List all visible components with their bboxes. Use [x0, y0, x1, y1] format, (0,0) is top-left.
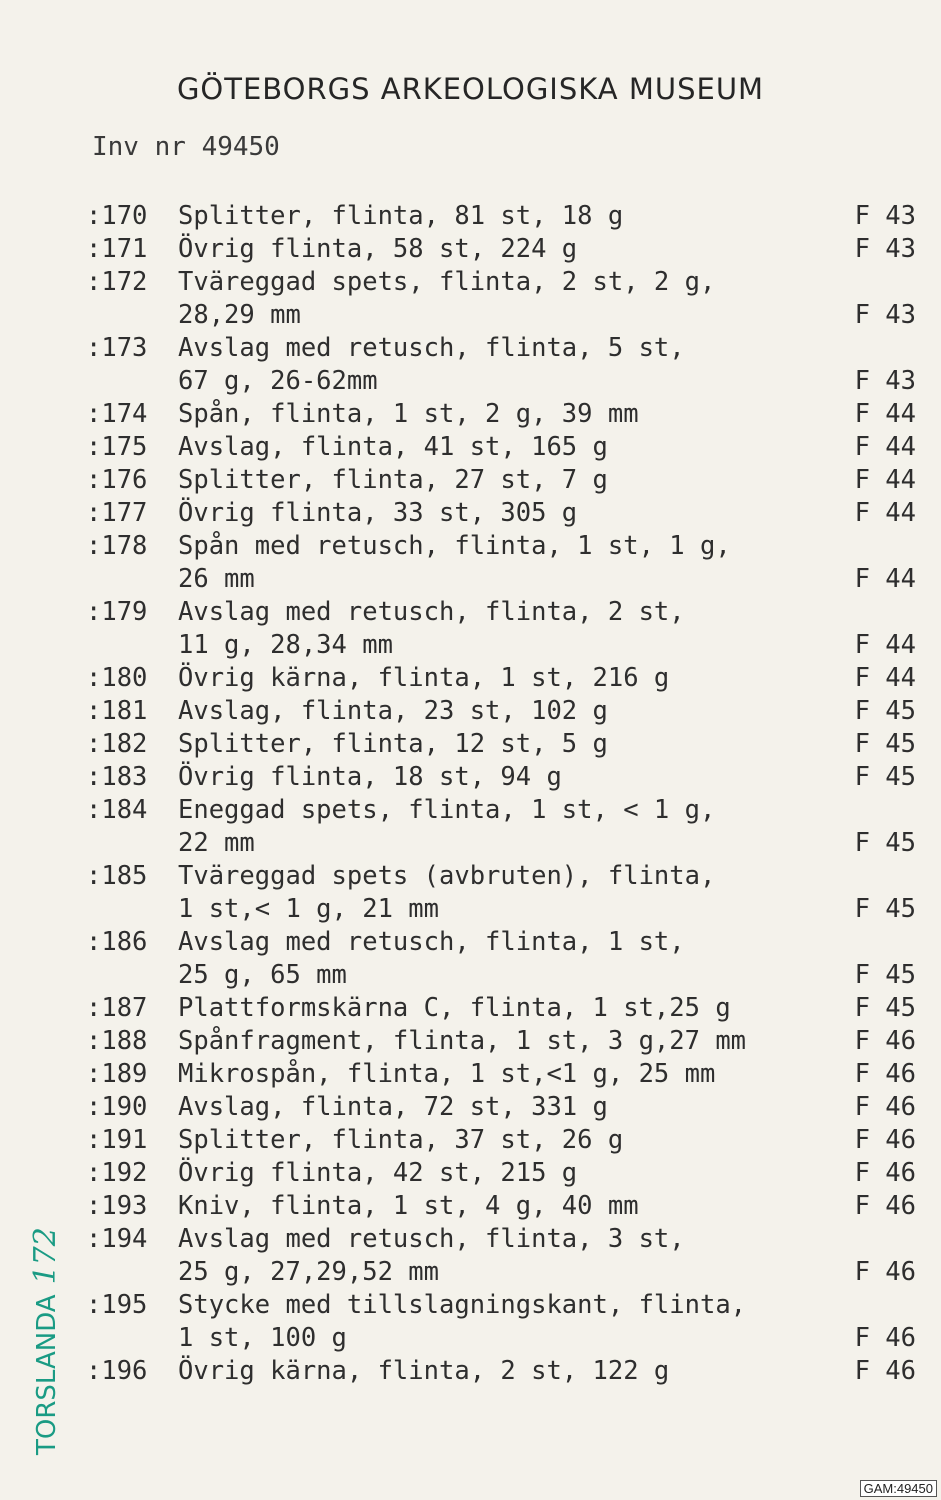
entry-location: F 46	[854, 1125, 916, 1155]
entry-description: Avslag, flinta, 72 st, 331 g	[178, 1092, 608, 1122]
entry-location: F 45	[854, 960, 916, 990]
entry-line	[86, 1223, 916, 1256]
entry-number: :176	[86, 465, 148, 495]
entry-description: Splitter, flinta, 27 st, 7 g	[178, 465, 608, 495]
entry-number: :185	[86, 861, 148, 891]
entry-list	[86, 200, 916, 1388]
entry-number: :172	[86, 267, 148, 297]
entry-number: :184	[86, 795, 148, 825]
entry-number: :182	[86, 729, 148, 759]
entry-description: 28,29 mm	[178, 300, 301, 330]
entry-description: 1 st,< 1 g, 21 mm	[178, 894, 439, 924]
entry-description: 11 g, 28,34 mm	[178, 630, 393, 660]
entry-location: F 44	[854, 564, 916, 594]
entry-line	[86, 200, 916, 233]
entry-line	[86, 893, 916, 926]
entry-number: :196	[86, 1356, 148, 1386]
archive-stamp: GAM:49450	[860, 1480, 937, 1497]
entry-description: 26 mm	[178, 564, 255, 594]
entry-location: F 45	[854, 828, 916, 858]
entry-location: F 43	[854, 300, 916, 330]
entry-line	[86, 1058, 916, 1091]
entry-line	[86, 1289, 916, 1322]
entry-location: F 43	[854, 366, 916, 396]
entry-line	[86, 992, 916, 1025]
museum-title-text: GÖTEBORGS ARKEOLOGISKA MUSEUM	[176, 72, 765, 106]
entry-line	[86, 332, 916, 365]
entry-line	[86, 629, 916, 662]
entry-line	[86, 1091, 916, 1124]
entry-description: 25 g, 65 mm	[178, 960, 347, 990]
entry-line	[86, 1256, 916, 1289]
entry-line	[86, 959, 916, 992]
entry-description: Kniv, flinta, 1 st, 4 g, 40 mm	[178, 1191, 639, 1221]
entry-description: Splitter, flinta, 37 st, 26 g	[178, 1125, 624, 1155]
entry-description: Övrig kärna, flinta, 1 st, 216 g	[178, 663, 670, 693]
entry-line	[86, 794, 916, 827]
entry-line	[86, 1025, 916, 1058]
entry-location: F 44	[854, 399, 916, 429]
entry-line	[86, 299, 916, 332]
entry-location: F 44	[854, 432, 916, 462]
entry-number: :180	[86, 663, 148, 693]
entry-line	[86, 695, 916, 728]
entry-location: F 45	[854, 762, 916, 792]
entry-line	[86, 827, 916, 860]
entry-description: 67 g, 26-62mm	[178, 366, 378, 396]
entry-location: F 43	[854, 234, 916, 264]
museum-title	[0, 72, 941, 106]
entry-number: :186	[86, 927, 148, 957]
entry-line	[86, 431, 916, 464]
entry-number: :191	[86, 1125, 148, 1155]
entry-number: :193	[86, 1191, 148, 1221]
entry-line	[86, 365, 916, 398]
entry-description: Tväreggad spets, flinta, 2 st, 2 g,	[178, 267, 716, 297]
entry-description: Eneggad spets, flinta, 1 st, < 1 g,	[178, 795, 716, 825]
entry-number: :189	[86, 1059, 148, 1089]
entry-number: :187	[86, 993, 148, 1023]
entry-location: F 45	[854, 729, 916, 759]
entry-location: F 46	[854, 1356, 916, 1386]
entry-number: :195	[86, 1290, 148, 1320]
entry-description: Avslag med retusch, flinta, 5 st,	[178, 333, 685, 363]
entry-line	[86, 464, 916, 497]
entry-description: Avslag, flinta, 41 st, 165 g	[178, 432, 608, 462]
entry-number: :188	[86, 1026, 148, 1056]
entry-line	[86, 530, 916, 563]
entry-number: :190	[86, 1092, 148, 1122]
entry-location: F 46	[854, 1257, 916, 1287]
entry-location: F 43	[854, 201, 916, 231]
entry-description: Avslag med retusch, flinta, 2 st,	[178, 597, 685, 627]
entry-location: F 45	[854, 993, 916, 1023]
entry-description: Avslag, flinta, 23 st, 102 g	[178, 696, 608, 726]
entry-location: F 46	[854, 1323, 916, 1353]
entry-line	[86, 1124, 916, 1157]
entry-description: 22 mm	[178, 828, 255, 858]
entry-line	[86, 233, 916, 266]
entry-line	[86, 563, 916, 596]
entry-description: Tväreggad spets (avbruten), flinta,	[178, 861, 716, 891]
entry-line	[86, 728, 916, 761]
entry-line	[86, 266, 916, 299]
entry-location: F 45	[854, 894, 916, 924]
entry-location: F 44	[854, 465, 916, 495]
entry-description: Spånfragment, flinta, 1 st, 3 g,27 mm	[178, 1026, 747, 1056]
entry-description: Övrig flinta, 58 st, 224 g	[178, 234, 578, 264]
entry-location: F 45	[854, 696, 916, 726]
entry-description: Övrig flinta, 18 st, 94 g	[178, 762, 562, 792]
entry-description: Splitter, flinta, 81 st, 18 g	[178, 201, 624, 231]
entry-description: Plattformskärna C, flinta, 1 st,25 g	[178, 993, 731, 1023]
entry-line	[86, 926, 916, 959]
entry-line	[86, 497, 916, 530]
entry-line	[86, 1322, 916, 1355]
entry-location: F 44	[854, 498, 916, 528]
entry-number: :178	[86, 531, 148, 561]
entry-number: :171	[86, 234, 148, 264]
entry-description: Avslag med retusch, flinta, 1 st,	[178, 927, 685, 957]
entry-line	[86, 1355, 916, 1388]
entry-line	[86, 1157, 916, 1190]
inventory-number: Inv nr 49450	[92, 132, 280, 162]
place-name: TORSLANDA	[32, 1294, 62, 1455]
entry-line	[86, 398, 916, 431]
handwritten-number: 172	[28, 1227, 63, 1285]
entry-description: Mikrospån, flinta, 1 st,<1 g, 25 mm	[178, 1059, 716, 1089]
entry-line	[86, 1190, 916, 1223]
entry-location: F 46	[854, 1026, 916, 1056]
entry-line	[86, 662, 916, 695]
entry-number: :174	[86, 399, 148, 429]
entry-description: Övrig flinta, 42 st, 215 g	[178, 1158, 578, 1188]
entry-description: Övrig kärna, flinta, 2 st, 122 g	[178, 1356, 670, 1386]
entry-description: Stycke med tillslagningskant, flinta,	[178, 1290, 747, 1320]
entry-description: Spån med retusch, flinta, 1 st, 1 g,	[178, 531, 731, 561]
entry-line	[86, 596, 916, 629]
side-label	[28, 1227, 63, 1455]
entry-line	[86, 860, 916, 893]
entry-description: Splitter, flinta, 12 st, 5 g	[178, 729, 608, 759]
entry-location: F 44	[854, 630, 916, 660]
entry-number: :173	[86, 333, 148, 363]
entry-number: :177	[86, 498, 148, 528]
entry-number: :183	[86, 762, 148, 792]
entry-location: F 46	[854, 1158, 916, 1188]
entry-number: :192	[86, 1158, 148, 1188]
entry-line	[86, 761, 916, 794]
entry-description: Avslag med retusch, flinta, 3 st,	[178, 1224, 685, 1254]
entry-number: :179	[86, 597, 148, 627]
entry-description: Spån, flinta, 1 st, 2 g, 39 mm	[178, 399, 639, 429]
entry-number: :170	[86, 201, 148, 231]
entry-location: F 46	[854, 1191, 916, 1221]
entry-location: F 46	[854, 1092, 916, 1122]
entry-number: :181	[86, 696, 148, 726]
entry-description: 1 st, 100 g	[178, 1323, 347, 1353]
entry-location: F 46	[854, 1059, 916, 1089]
entry-description: 25 g, 27,29,52 mm	[178, 1257, 439, 1287]
entry-location: F 44	[854, 663, 916, 693]
entry-number: :194	[86, 1224, 148, 1254]
entry-description: Övrig flinta, 33 st, 305 g	[178, 498, 578, 528]
entry-number: :175	[86, 432, 148, 462]
